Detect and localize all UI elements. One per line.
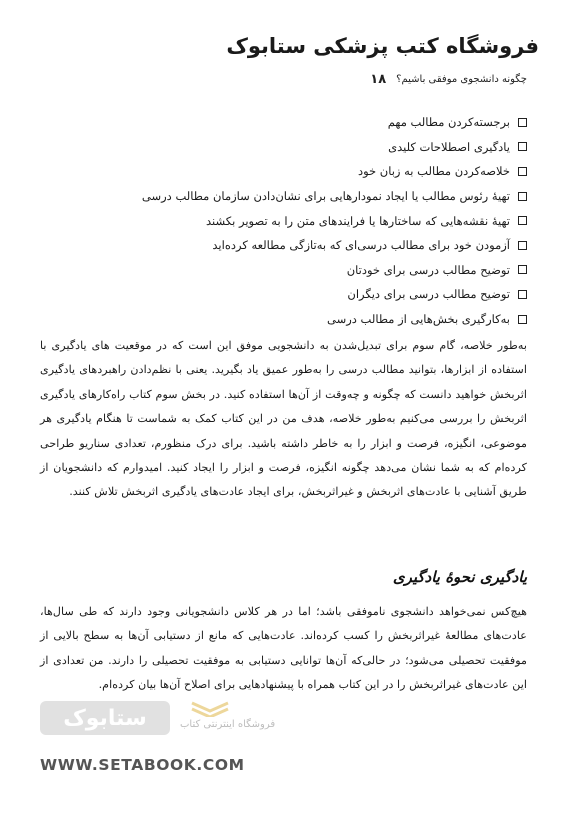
checkbox-bullet-icon	[518, 142, 527, 151]
list-item	[107, 184, 527, 209]
summary-paragraph: به‌طور خلاصه، گام سوم برای تبدیل‌شدن به دانشجویی موفق این است که در موقعیت های یادگیری با استفاده از ابزارها، بتوانید مطالب درسی را به‌طور عمیق یاد بگیرید. یعنی با نظم‌دادن راهبردهای یادگیری اثربخش خواهید دانست که چگونه و چه‌وقت از آن‌ها استفاده کنید. در بخش سوم کتاب راه‌کارهای یادگیری اثربخش را بررسی می‌کنیم به‌طور خلاصه، هدف من در این کتاب کمک به شماست تا هنگام یادگیری هر موضوعی، انگیزه، فرصت و ابزار را به خاطر داشته باشید. برای درک منظورم، تعدادی سناریو طراحی کرده‌ام که به شما نشان می‌دهد چگونه انگیزه، فرصت و ابزار را ایجاد کنید. امیدوارم که دانشجویان از طریق آشنایی با عادت‌های اثربخش و غیراثربخش، برای ایجاد عادت‌های یادگیری اثربخش تلاش کنند.	[40, 339, 527, 499]
list-item	[107, 110, 527, 135]
list-item-text: تهیهٔ رئوس مطالب یا ایجاد نمودارهایی برای نشان‌دادن سازمان مطالب درسی	[141, 189, 510, 204]
section-heading: یادگیری نحوهٔ یادگیری	[392, 568, 527, 586]
list-item	[107, 307, 527, 332]
store-title: فروشگاه کتب پزشکی ستابوک	[226, 34, 539, 58]
footer-url: WWW.SETABOOK.COM	[40, 756, 245, 774]
checkbox-bullet-icon	[518, 216, 527, 225]
checkbox-bullet-icon	[518, 241, 527, 250]
page-number: ۱۸	[370, 72, 387, 87]
watermark	[40, 697, 340, 745]
list-item-text: خلاصه‌کردن مطالب به زبان خود	[357, 164, 510, 179]
list-item-text: یادگیری اصطلاحات کلیدی	[388, 139, 510, 154]
list-item	[107, 208, 527, 233]
watermark-tagline: فروشگاه اینترنتی کتاب	[180, 719, 276, 730]
checkbox-bullet-icon	[518, 118, 527, 127]
checkbox-bullet-icon	[518, 167, 527, 176]
watermark-logo: ستابوک	[40, 701, 170, 735]
list-item	[107, 159, 527, 184]
list-item	[107, 233, 527, 258]
page-header	[370, 72, 527, 87]
book-stack-icon	[190, 697, 230, 717]
running-title: چگونه دانشجوی موفقی باشیم؟	[396, 74, 527, 85]
list-item-text: برجسته‌کردن مطالب مهم	[387, 115, 510, 130]
checkbox-bullet-icon	[518, 315, 527, 324]
bullet-list	[107, 110, 527, 331]
body-paragraph: هیچ‌کس نمی‌خواهد دانشجوی ناموفقی باشد؛ اما در هر کلاس دانشجویانی وجود دارند که طی سال‌ها، عادت‌های مطالعهٔ غیراثربخش را کسب کرده‌اند. عادت‌هایی که مانع از دستیابی آن‌ها به سطح بالایی از موفقیت تحصیلی می‌شود؛ در حالی‌که آن‌ها توانایی دستیابی به موفقیت تحصیلی را دارند. من تعدادی از این عادت‌های غیراثربخش را در این کتاب همراه با پیشنهادهایی برای اصلاح آن‌ها بیان کرده‌ام.	[40, 605, 527, 692]
list-item	[107, 258, 527, 283]
list-item	[107, 282, 527, 307]
list-item	[107, 135, 527, 160]
checkbox-bullet-icon	[518, 192, 527, 201]
checkbox-bullet-icon	[518, 265, 527, 274]
list-item-text: تهیهٔ نقشه‌هایی که ساختارها یا فرایندهای متن را به تصویر بکشند	[206, 213, 510, 228]
list-item-text: به‌کارگیری بخش‌هایی از مطالب درسی	[327, 312, 510, 327]
list-item-text: توضیح مطالب درسی برای دیگران	[347, 287, 510, 302]
list-item-text: آزمودن خود برای مطالب درسی‌ای که به‌تازگی مطالعه کرده‌اید	[212, 238, 510, 253]
list-item-text: توضیح مطالب درسی برای خودتان	[346, 262, 510, 277]
checkbox-bullet-icon	[518, 290, 527, 299]
